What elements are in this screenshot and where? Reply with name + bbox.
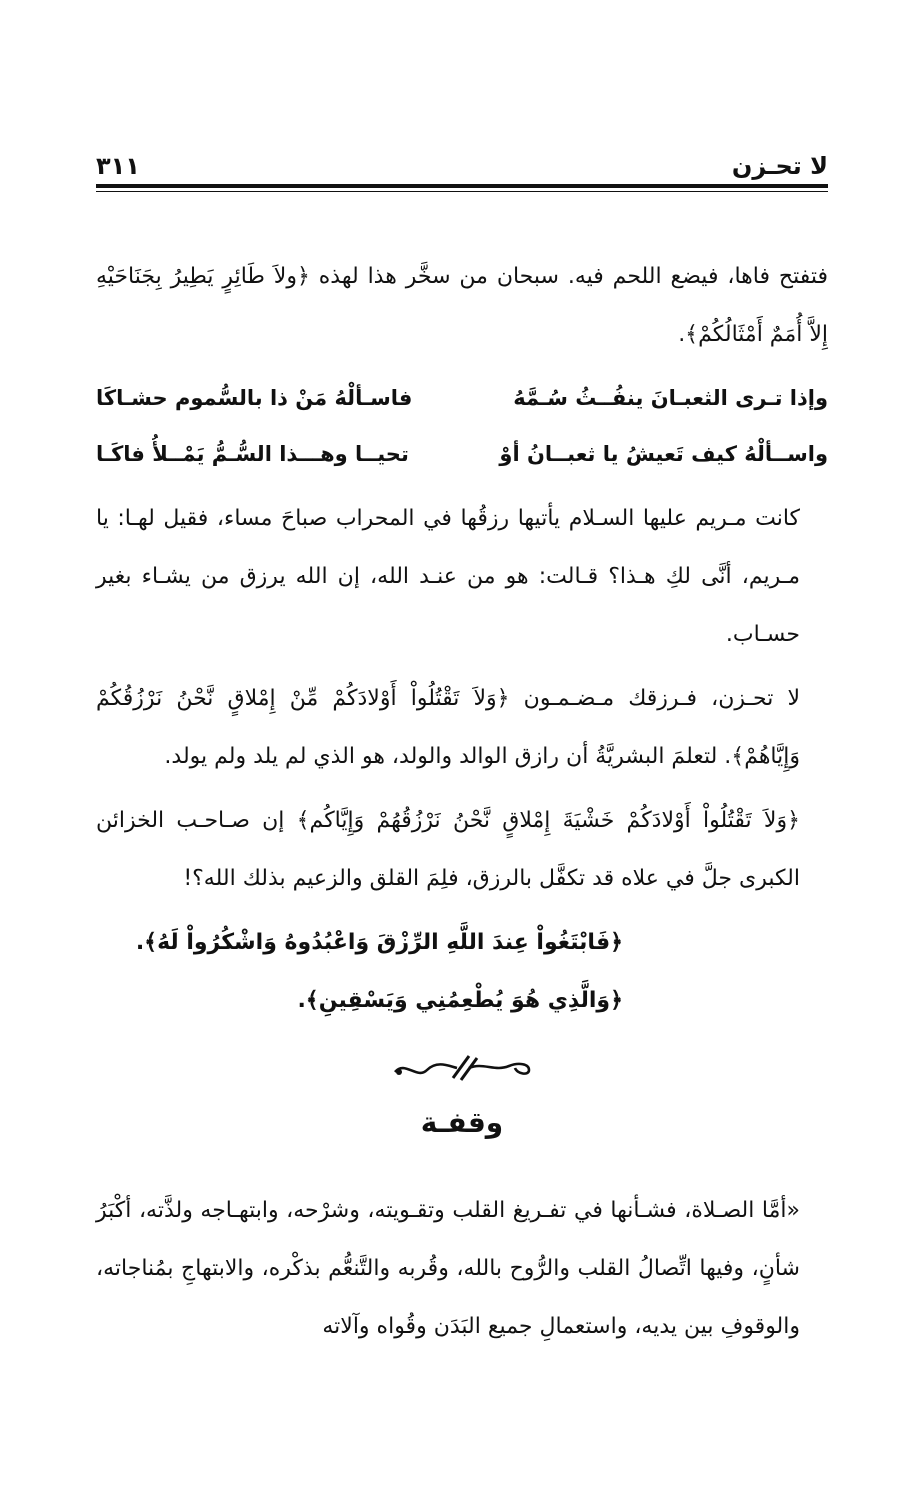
running-title: لا تحـزن — [731, 152, 828, 180]
page-number: ٣١١ — [96, 152, 140, 180]
poem-line — [96, 426, 828, 482]
paragraph-4: ﴿وَلاَ تَقْتُلُواْ أَوْلادَكُمْ خَشْيَةَ إِمْلاقٍ نَّحْنُ نَرْزُقُهُمْ وَإِيَّاكُم﴾ إن صـاحـب الخزائن الكبرى جلَّ في علاه قد تكفَّل بالرزق، فلِمَ القلق والزعيم بذلك الله؟! — [96, 808, 800, 891]
poem-hemistich-first: واســألْهُ كيف تَعيشُ يا ثعبــانُ أوْ — [499, 442, 828, 466]
book-page — [96, 140, 828, 1362]
poem-hemistich-second: فاسـألْهُ مَنْ ذا بالسُّموم حشـاكَا — [96, 386, 413, 410]
ornament-svg — [387, 1050, 537, 1084]
poem — [96, 370, 828, 482]
paragraph-3: لا تحـزن، فـرزقك مـضـمـون ﴿وَلاَ تَقْتُلُواْ أَوْلادَكُمْ مِّنْ إِمْلاقٍ نَّحْنُ نَرْزُقُكُمْ وَإِيَّاهُمْ﴾. لتعلمَ البشريَّةُ أن رازق الوالد والولد، هو الذي لم يلد ولم يولد. — [96, 686, 800, 769]
poem-hemistich-first: وإذا تـرى الثعبـانَ ينفُــثُ سُـمَّهُ — [513, 386, 828, 410]
decorative-divider-icon — [96, 1050, 828, 1084]
poem-line — [96, 370, 828, 426]
page-header — [96, 140, 828, 184]
header-rule-thin — [96, 191, 828, 192]
quran-quote-1: ﴿فَابْتَغُواْ عِندَ اللَّهِ الرِّزْقَ وَاعْبُدُوهُ وَاشْكُرُواْ لَهُ﴾. — [135, 930, 623, 955]
paragraph-2: كانت مـريم عليها السـلام يأتيها رزقُها في المحراب صباحَ مساء، فقيل لهـا: يا مـريم، أنَّى لكِ هـذا؟ قـالت: هو من عنـد الله، إن الله يرزق من يشـاء بغير حسـاب. — [96, 506, 800, 647]
section-title: وقفـة — [420, 1106, 504, 1139]
header-rule-thick — [96, 184, 828, 188]
quran-quote-2: ﴿وَالَّذِي هُوَ يُطْعِمُنِي وَيَسْقِينِ﴾. — [297, 988, 623, 1013]
poem-hemistich-second: تحيــا وهـــذا السُّـمُّ يَمْــلأُ فاكَـا — [96, 442, 409, 466]
paragraph-5: «أمَّا الصـلاة، فشـأنها في تفـريغ القلب وتقـويته، وشرْحه، وابتهـاجه ولذَّته، أكْبَرُ شأنٍ، وفيها اتِّصالُ القلب والرُّوح بالله، وقُربه والتَّنعُّم بذكْره، والابتهاجِ بمُناجاته، والوقوفِ بين يديه، واستعمالِ جميع البَدَن وقُواه وآلاته — [96, 1198, 800, 1339]
page-body — [96, 248, 828, 1356]
paragraph-1: فتفتح فاها، فيضع اللحم فيه. سبحان من سخَّر هذا لهذه ﴿ولاَ طَائِرٍ يَطِيرُ بِجَنَاحَيْهِ إِلاَّ أُمَمٌ أَمْثَالُكُمْ﴾. — [96, 264, 828, 347]
